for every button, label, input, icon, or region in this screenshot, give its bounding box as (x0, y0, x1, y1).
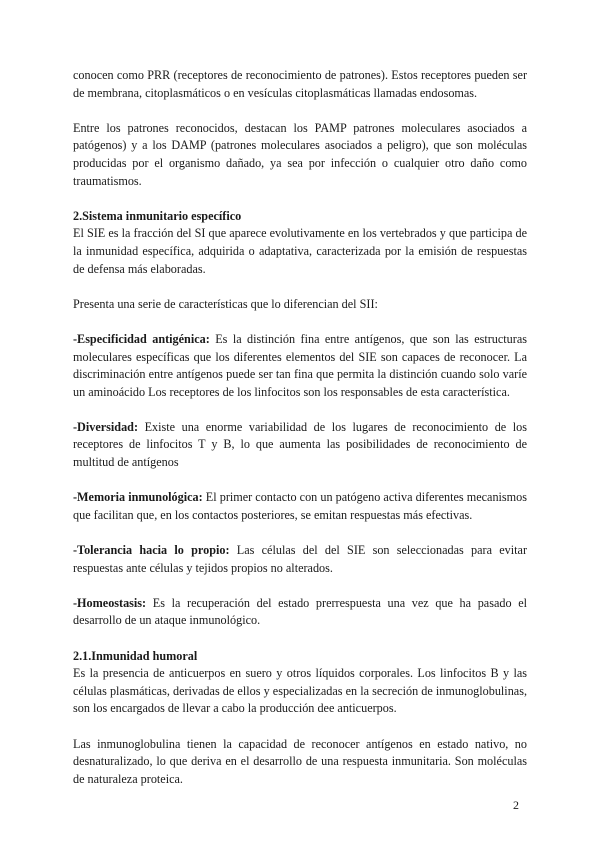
paragraph-anticuerpos: Es la presencia de anticuerpos en suero y otros líquidos corporales. Los linfocitos B y las células plasmáticas, derivadas de ellos y especializadas en la secreción de inmunoglobulinas, son los encargados de llevar a cabo la producción dee anticuerpos. (73, 666, 527, 716)
paragraph-tolerancia (73, 542, 527, 577)
page-number: 2 (513, 798, 519, 812)
term-homeostasis: -Homeostasis: (73, 595, 147, 610)
text-tolerancia: Las células del del SIE son seleccionadas para evitar respuestas ante células y tejidos propios no alterados. (73, 543, 527, 575)
paragraph-homeostasis (73, 595, 527, 630)
paragraph-diversidad (73, 419, 527, 472)
text-diversidad: Existe una enorme variabilidad de los lugares de reconocimiento de los receptores de linfocitos T y B, lo que aumenta las posibilidades de reconocimiento de multitud de antígenos (73, 419, 527, 470)
text-homeostasis: Es la recuperación del estado prerrespuesta una vez que ha pasado el desarrollo de un ataque inmunológico. (73, 595, 527, 628)
paragraph-sie-definition: El SIE es la fracción del SI que aparece evolutivamente en los vertebrados y que participa de la inmunidad específica, adquirida o adaptativa, caracterizada por la emisión de respuestas de defensa más elaboradas. (73, 226, 527, 276)
paragraph-especificidad (73, 331, 527, 401)
paragraph-pamp-damp: Entre los patrones reconocidos, destacan los PAMP patrones moleculares asociados a patógenos) y a los DAMP (patrones moleculares asociados a peligro), que son moléculas producidas por el organismo dañado, ya sea por infección o cualquier otro daño como traumatismos. (73, 120, 527, 188)
term-especificidad: -Especificidad antigénica: (73, 331, 210, 346)
term-memoria: -Memoria inmunológica: (73, 490, 203, 505)
page-body (73, 67, 527, 806)
term-tolerancia: -Tolerancia hacia lo propio: (73, 543, 230, 558)
section-heading-sie: 2.Sistema inmunitario específico (73, 208, 242, 223)
text-especificidad: Es la distinción fina entre antígenos, que son las estructuras moleculares específicas que los diferentes elementos del SIE son capaces de reconocer. La discriminación entre antígenos puede ser tan fina que permita la distinción cuando solo varíe un aminoácido Los receptores de los linfocitos son los responsables de esta característica. (73, 331, 527, 399)
paragraph-memoria (73, 489, 527, 524)
section-heading-inmunidad-humoral: 2.1.Inmunidad humoral (73, 648, 198, 663)
text-memoria: El primer contacto con un patógeno activa diferentes mecanismos que facilitan que, en los contactos posteriores, se emitan respuestas más efectivas. (73, 490, 527, 522)
paragraph-inmunoglobulinas: Las inmunoglobulina tienen la capacidad de reconocer antígenos en estado nativo, no desnaturalizado, lo que deriva en el desarrollo de una respuesta inmunitaria. Son moléculas de naturaleza proteica. (73, 736, 527, 786)
paragraph-prr: conocen como PRR (receptores de reconocimiento de patrones). Estos receptores pueden ser de membrana, citoplasmáticos o en vesículas citoplasmáticas llamadas endosomas. (73, 68, 527, 100)
term-diversidad: -Diversidad: (73, 419, 138, 434)
paragraph-characteristics-intro: Presenta una serie de características que lo diferencian del SII: (73, 296, 378, 311)
